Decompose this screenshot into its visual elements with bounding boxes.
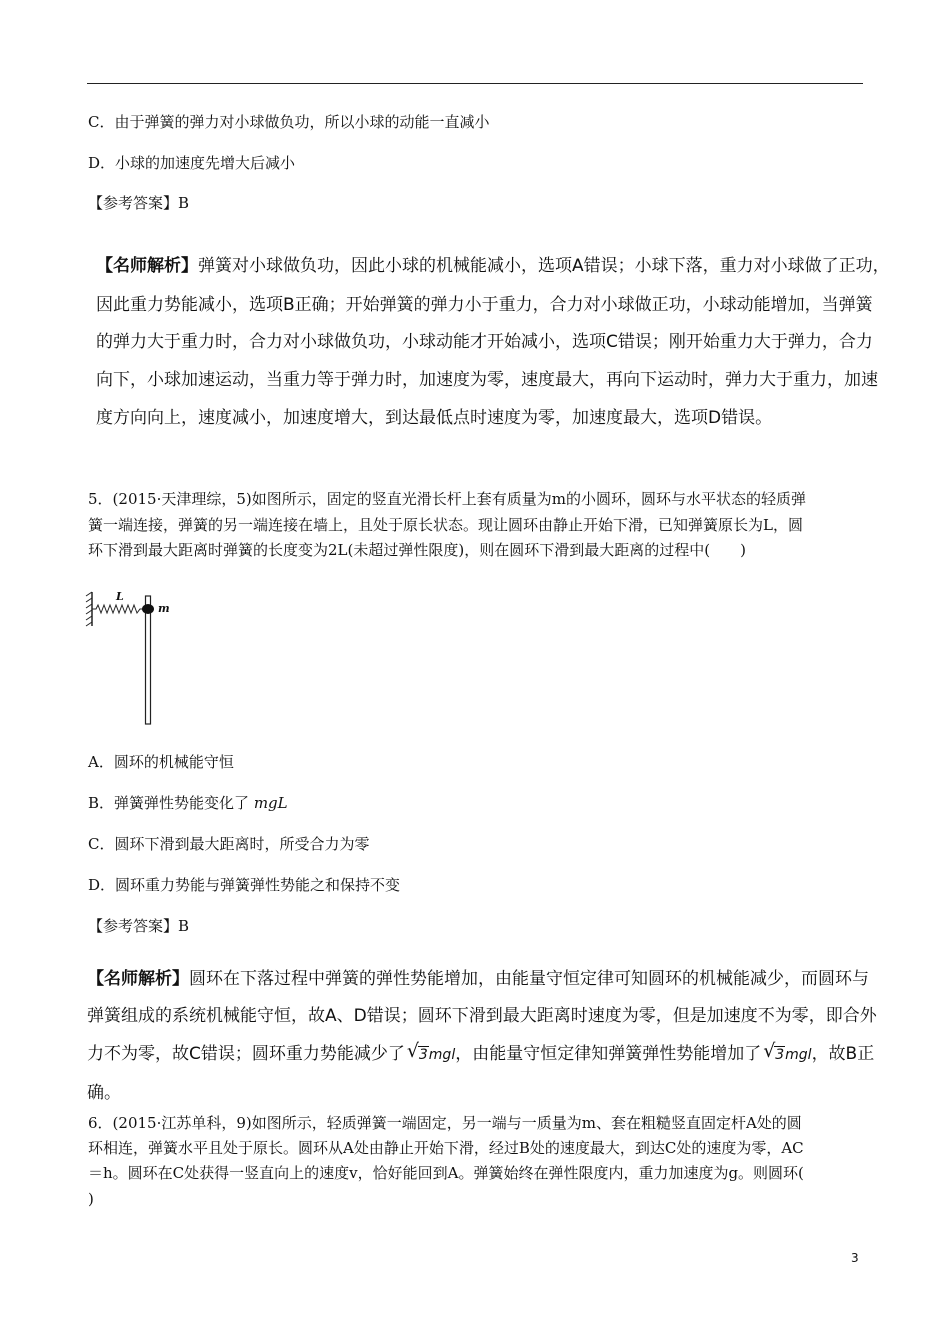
q4-analysis-line: 的弹力大于重力时，合力对小球做负功，小球动能才开始减小，选项C错误；刚开始重力大于弹力，合力 (96, 332, 873, 352)
q5-stem-line: 5．(2015·天津理综，5)如图所示，固定的竖直光滑长杆上套有质量为m的小圆环，圆环与水平状态的轻质弹 (88, 490, 806, 508)
header-rule (87, 83, 863, 84)
q5-analysis-label: 【名师解析】 (87, 969, 189, 989)
page-number: 3 (851, 1251, 859, 1265)
q5-analysis-line: 弹簧组成的系统机械能守恒，故A、D错误；圆环下滑到最大距离时速度为零，但是加速度不为零，即合外 (87, 1006, 877, 1026)
wall-hatching (86, 592, 92, 626)
q6-stem-line: ＝h。圆环在C处获得一竖直向上的速度v，恰好能回到A。弹簧始终在弹性限度内，重力加速度为g。则圆环( (88, 1164, 804, 1182)
q5-answer: 【参考答案】B (88, 917, 190, 935)
label-spring: L (116, 590, 124, 603)
q6-stem-line: 环相连，弹簧水平且处于原长。圆环从A处由静止开始下滑，经过B处的速度最大，到达C处的速度为零，AC (88, 1139, 804, 1157)
q4-analysis-line: 因此重力势能减小，选项B正确；开始弹簧的弹力小于重力，合力对小球做正功，小球动能增加，当弹簧 (96, 295, 873, 315)
q4-option-d: D．小球的加速度先增大后减小 (88, 154, 296, 172)
q5-analysis-line: 力不为零，故C错误；圆环重力势能减少了 √ 3mgl，由能量守恒定律知弹簧弹性势能增加了 √ 3mgl，故B正 (87, 1040, 875, 1064)
q6-stem-line: 6．(2015·江苏单科，9)如图所示，轻质弹簧一端固定，另一端与一质量为m、套在粗糙竖直固定杆A处的圆 (88, 1114, 802, 1132)
sqrt-expression: √ 3 (763, 1040, 785, 1063)
q5-figure (84, 584, 184, 730)
q5-stem-line: 簧一端连接，弹簧的另一端连接在墙上，且处于原长状态。现让圆环由静止开始下滑，已知弹簧原长为L，圆 (88, 516, 803, 534)
q4-analysis-label: 【名师解析】 (96, 256, 198, 276)
q6-stem-line: ) (88, 1190, 94, 1208)
rod (146, 596, 151, 724)
sqrt-expression: √ 3 (406, 1040, 428, 1063)
q5-analysis-line: 确。 (87, 1083, 121, 1103)
q4-answer: 【参考答案】B (88, 194, 190, 212)
q5-analysis-line: 【名师解析】圆环在下落过程中弹簧的弹性势能增加，由能量守恒定律可知圆环的机械能减少，而圆环与 (87, 969, 869, 989)
q4-analysis-line: 度方向向上，速度减小，加速度增大，到达最低点时速度为零，加速度最大，选项D错误。 (96, 408, 773, 428)
q5-option-b-math: mgL (253, 794, 288, 812)
ring (142, 604, 154, 614)
q5-option-b: B．弹簧弹性势能变化了 mgL (88, 794, 288, 812)
q5-option-d: D．圆环重力势能与弹簧弹性势能之和保持不变 (88, 876, 401, 894)
q5-stem-line: 环下滑到最大距离时弹簧的长度变为2L(未超过弹性限度)，则在圆环下滑到最大距离的过程中( ) (88, 541, 746, 559)
q5-option-c: C．圆环下滑到最大距离时，所受合力为零 (88, 835, 370, 853)
label-mass: m (158, 602, 170, 615)
spring (92, 605, 146, 613)
q5-option-a: A．圆环的机械能守恒 (88, 753, 234, 771)
q4-analysis-line: 向下，小球加速运动，当重力等于弹力时，加速度为零，速度最大，再向下运动时，弹力大于重力，加速 (96, 370, 878, 390)
q4-option-c: C．由于弹簧的弹力对小球做负功，所以小球的动能一直减小 (88, 113, 490, 131)
q4-analysis-line: 【名师解析】弹簧对小球做负功，因此小球的机械能减小，选项A错误；小球下落，重力对小球做了正功， (96, 256, 890, 276)
